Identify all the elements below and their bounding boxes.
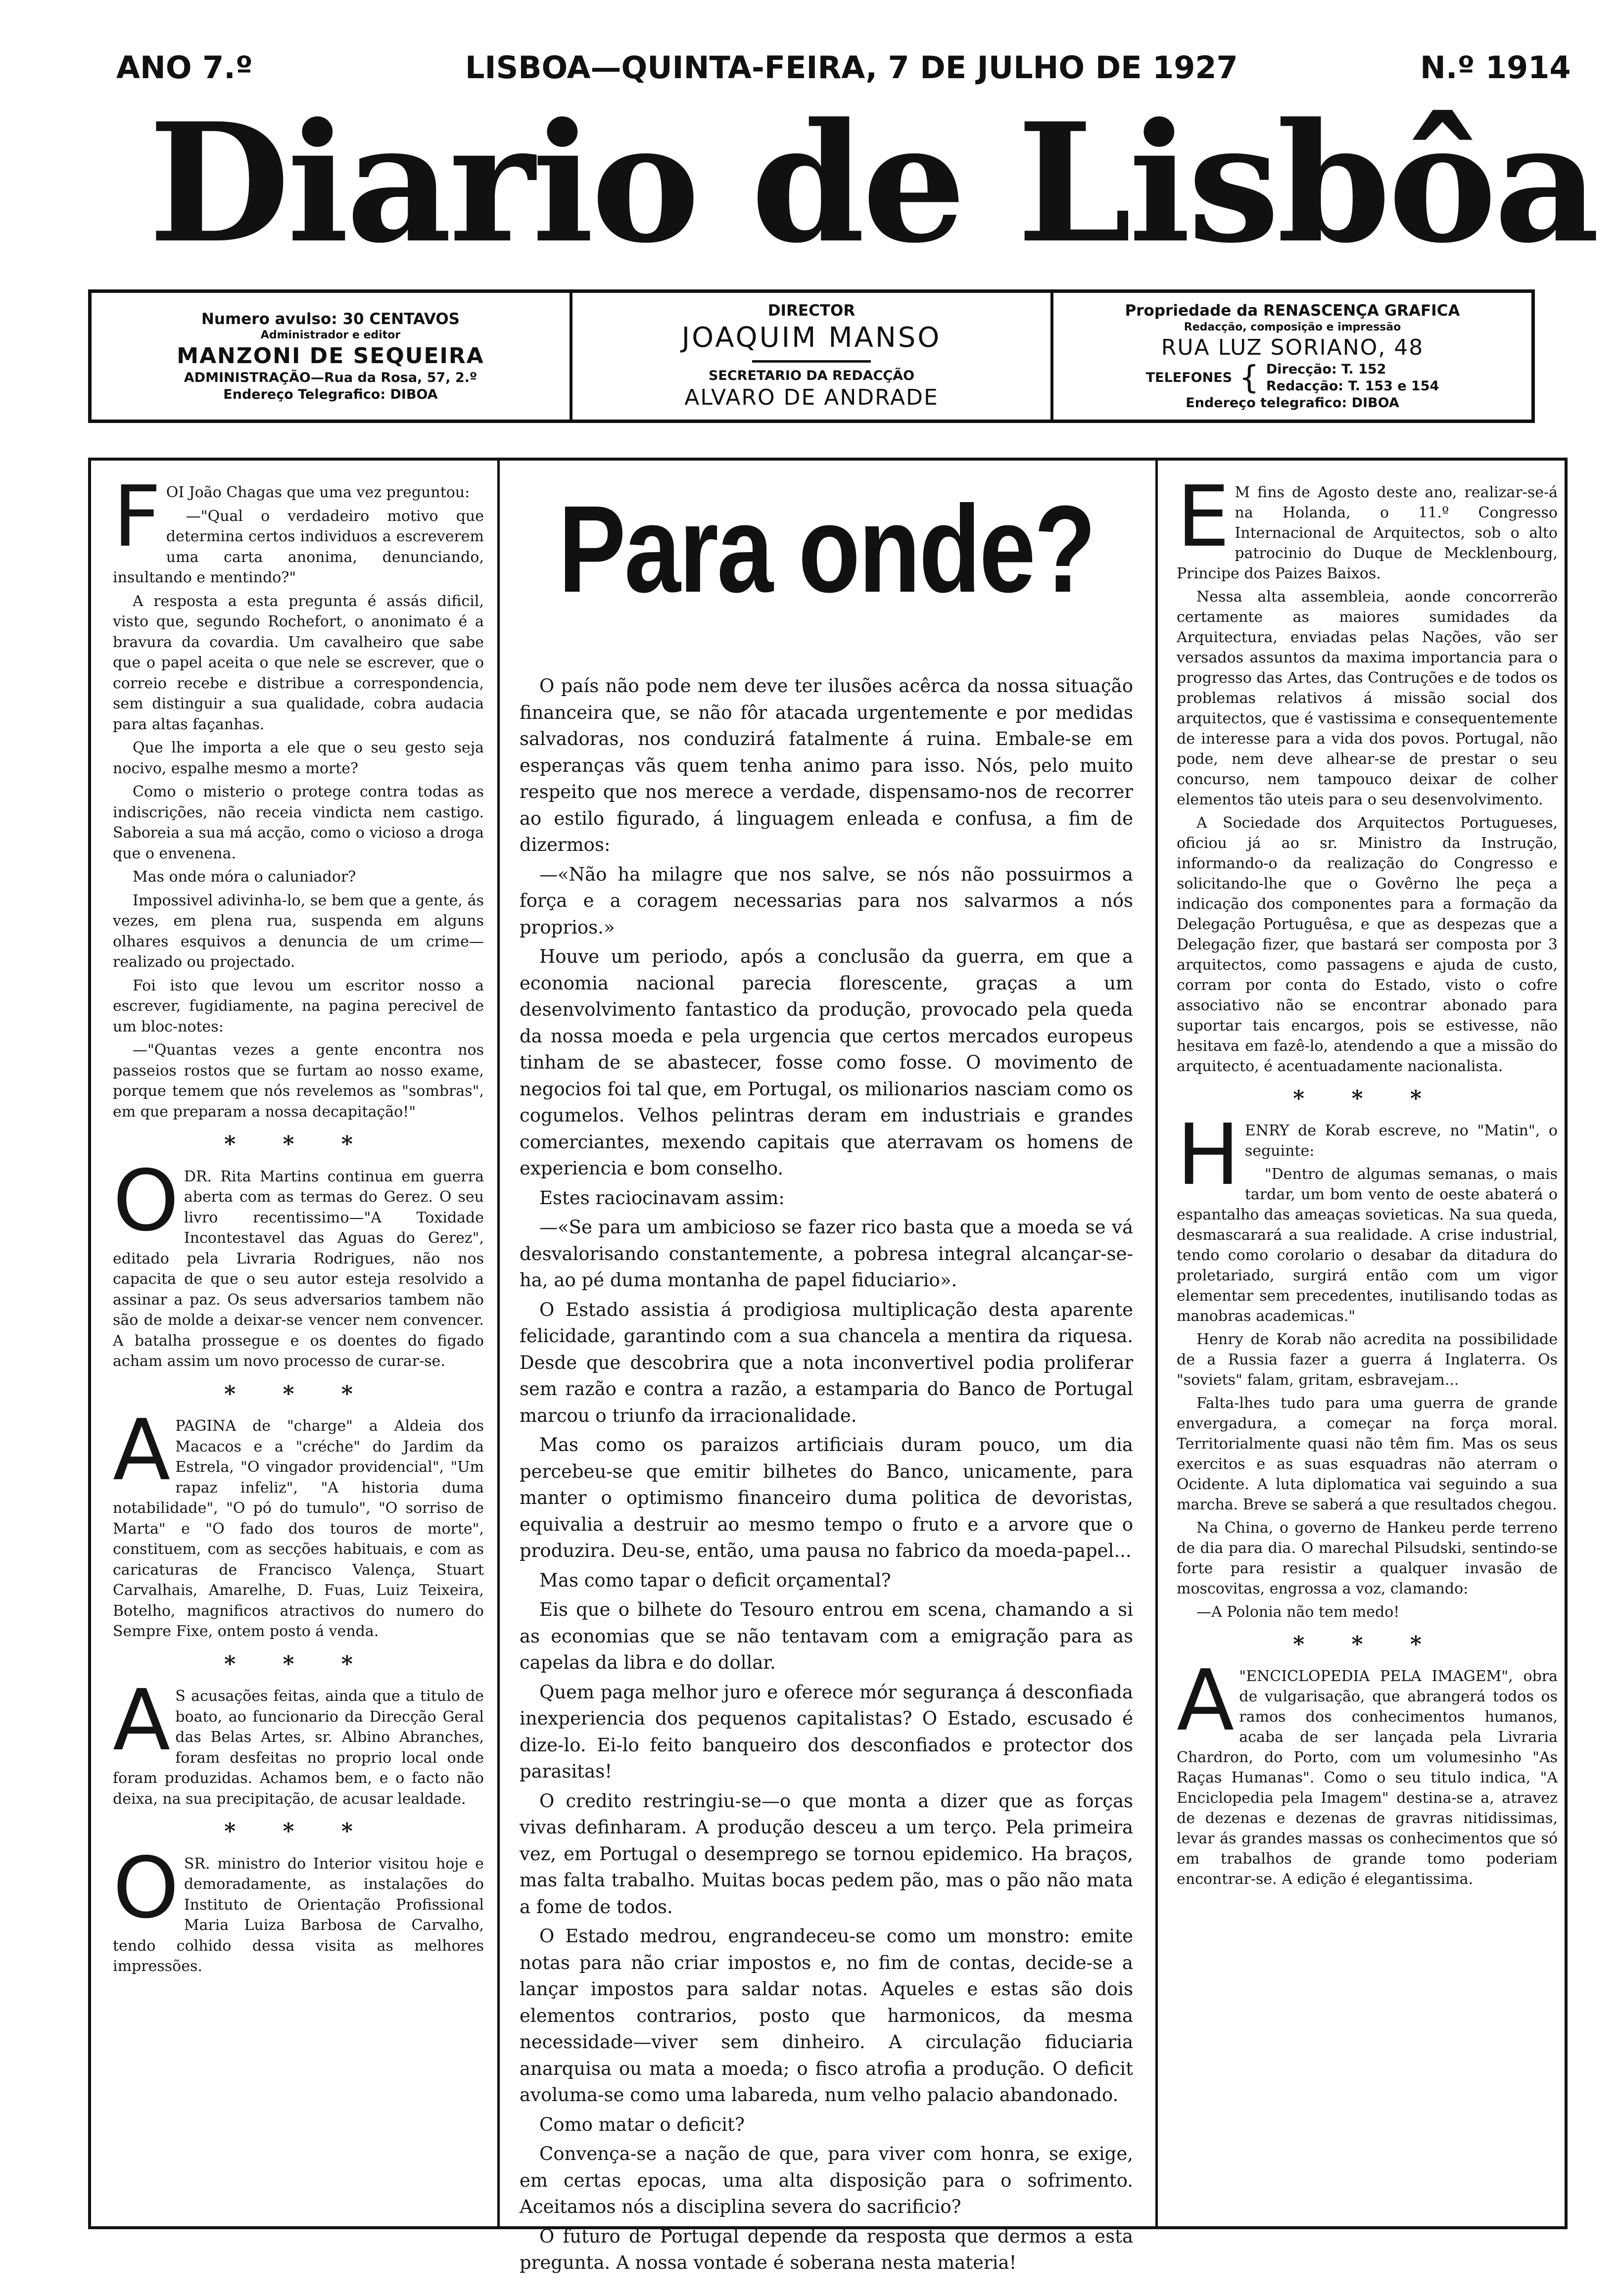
paragraph: Estes raciocinavam assim: bbox=[539, 1187, 785, 1209]
paragraph: —"Qual o verdadeiro motivo que determina certos individuos a escreverem uma carta anonima, denunciando, insultando e mentindo?" bbox=[113, 507, 484, 586]
paragraph: O Estado medrou, engrandeceu-se como um monstro: emite notas para não criar impostos e, no fim de contas, decide-se a lançar impostos para saldar notas. Aqueles e estas são dois elementos contrarios, posto que harmonicos, da mesma necessidade—viver sem dinheiro. A circulação fiduciaria anarquisa ou mata a moeda; o fisco atrofia a produção. O deficit avoluma-se como uma labareda, num velho palacio abandonado. bbox=[520, 1925, 1133, 2106]
director-label: DIRECTOR bbox=[767, 301, 856, 320]
admin-role: Administrador e editor bbox=[260, 329, 401, 342]
paragraph: —"Quantas vezes a gente encontra nos passeios rostos que se furtam ao nosso exame, porque temem que nós revelemos as "sombras", em que preparam a nossa decapitação!" bbox=[113, 1041, 484, 1121]
admin-address: ADMINISTRAÇÃO—Rua da Rosa, 57, 2.º bbox=[184, 370, 477, 385]
section-separator: * * * bbox=[224, 1131, 373, 1157]
section-separator: * * * bbox=[224, 1819, 373, 1844]
phones-label: TELEFONES bbox=[1145, 370, 1233, 385]
paragraph: Que lhe importa a ele que o seu gesto seja nocivo, espalhe mesmo a morte? bbox=[113, 739, 484, 777]
column-rule-left bbox=[497, 458, 500, 2229]
column-rule-right bbox=[1155, 458, 1158, 2229]
main-headline: Para onde? bbox=[558, 480, 1095, 618]
paragraph: EM fins de Agosto deste ano, realizar-se-á na Holanda, o 11.º Congresso Internacional de Arquitectos, sob o alto patrocinio do Duque de Mecklenbourg, Principe dos Paizes Baixos. bbox=[1177, 468, 1558, 582]
paragraph: A Sociedade dos Arquitectos Portugueses, oficiou já ao sr. Ministro da Instrução, informando-o da realização do Congresso e solicitando-lhe que o Govêrno lhe peça a indicação dos componentes para a formação da Delegação Portuguêsa, e que as despezas que a Delegação fizer, que bastará ser composta por 3 arquitectos, como passagens e ajuda de custo, corram por conta do Estado, visto o cofre associativo não se encontrar abonado para suportar tais encargos, pois se estivesse, não hesitava em fazê-lo, atendendo a que a missão do arquitecto, é acentuadamente nacionalista. bbox=[1177, 814, 1558, 1075]
issue-number: N.º 1914 bbox=[1420, 49, 1571, 86]
paragraph: Mas como os paraizos artificiais duram pouco, um dia percebeu-se que emitir bilhetes do Banco, unicamente, para manter o optimismo financeiro duma politica de devoristas, equivalia a destruir ao mesmo tempo o fruto e a arvore que o produzira. Deu-se, então, uma pausa no fabrico da moeda-papel... bbox=[520, 1434, 1133, 1561]
paragraph: —«Se para um ambicioso se fazer rico basta que a moeda se vá desvalorisando constantemente, a pobresa integral alcançar-se-ha, ao pé duma montanha de papel fiduciario». bbox=[520, 1217, 1133, 1291]
section-separator: * * * bbox=[1293, 1632, 1441, 1657]
phones bbox=[1146, 361, 1439, 395]
paragraph: O país não pode nem deve ter ilusões acêrca da nossa situação financeira que, se não fôr atacada urgentemente e por medidas salvadoras, nos conduzirá fatalmente á ruina. Embale-se em esperanças vãs quem tenha animo para isso. Nós, pelo muito respeito que nos merece a verdade, dispensamo-nos de recorrer ao estilo figurado, á linguagem enleada e confusa, a fim de dizermos: bbox=[520, 675, 1133, 855]
paragraph: O Estado assistia á prodigiosa multiplicação desta aparente felicidade, garantindo com a sua chancela a mentira da riquesa. Desde que descobrira que a nota inconvertivel podia proliferar sem razão e contra a razão, a estamparia do Banco de Portugal marcou o triunfo da irracionalidade. bbox=[520, 1299, 1133, 1426]
frame-right-rule bbox=[1565, 458, 1568, 2229]
paragraph: Nessa alta assembleia, aonde concorrerão certamente as maiores sumidades da Arquitectura, enviadas pelas Nações, vão ser versados assuntos da maxima importancia para o progresso das Artes, das Contruções e de todos os problemas relativos á missão social dos arquitectos, que é vastissima e consequentemente de interesse para a vida dos povos. Portugal, não pode, nem deve alhear-se de prestar o seu concurso, nem tampouco deixar de colher elementos tão uteis para o seu desenvolvimento. bbox=[1177, 588, 1558, 808]
paragraph: AS acusações feitas, ainda que a titulo de boato, ao funcionario da Direcção Geral das Belas Artes, sr. Albino Abranches, foram desfeitas no proprio local onde foram produzidas. Achamos bem, e o facto não deixa, na sua precipitação, de acusar lealdade. bbox=[113, 1672, 484, 1808]
masthead-info-box bbox=[88, 289, 1535, 423]
paragraph: ODR. Rita Martins continua em guerra aberta com as termas do Gerez. O seu livro recentissimo—"A Toxidade Incontestavel das Aguas do Gerez", editado pela Livraria Rodrigues, não nos capacita de que o seu autor esteja resolvido a assinar a paz. Os seus adversarios tambem não são de molde a deixar-se vencer nem convencer. A batalha prossegue e os doentes do figado acham assim um novo processo de curar-se. bbox=[113, 1152, 484, 1370]
paragraph: HENRY de Korab escreve, no "Matin", o seguinte: bbox=[1177, 1106, 1558, 1204]
paragraph: Houve um periodo, após a conclusão da guerra, em que a economia nacional parecia florescente, graças a um desenvolvimento fantastico da produção, provocado pela queda da nossa moeda e pela urgencia que certos mercados europeus tinham de se abastecer, fosse como fosse. O movimento de negocios foi tal que, em Portugal, os milionarios nasciam como os cogumelos. Velhos pelintras deram em industriais e grandes comerciantes, mexendo capitais que aterravam os homens de experiencia e bom conselho. bbox=[520, 946, 1133, 1179]
paragraph: Falta-lhes tudo para uma guerra de grande envergadura, a começar na força moral. Territorialmente quasi não têm fim. Mas os seus exercitos e as suas esquadras não aterram o Ocidente. A luta diplomatica vai seguindo a sua marcha. Breve se saberá a que resultados chegou. bbox=[1177, 1395, 1558, 1513]
newspaper-title: Diario de Lisbôa bbox=[148, 87, 1597, 279]
paragraph: —«Não ha milagre que nos salve, se nós não possuirmos a força e a coragem necessarias para nos salvarmos a nós proprios.» bbox=[520, 863, 1133, 938]
property: Propriedade da RENASCENÇA GRAFICA bbox=[1125, 301, 1460, 320]
divider bbox=[752, 360, 871, 363]
info-right bbox=[1050, 293, 1531, 420]
director-name: JOAQUIM MANSO bbox=[681, 321, 942, 354]
paragraph: Quem paga melhor juro e oferece mór segurança á desconfiada inexperiencia dos pequenos capitalistas? O Estado, escusado é dize-lo. Ei-lo feito banqueiro dos desconfiados e protector dos parasitas! bbox=[520, 1681, 1133, 1782]
paragraph: A resposta a esta pregunta é assás dificil, visto que, segundo Rochefort, o anonimato é a bravura da covardia. Um cavalheiro que sabe que o papel aceita o que nele se escrever, que o correio recebe e distribue a correspondencia, sem distinguir a sua qualidade, cobra audacia para altas façanhas. bbox=[113, 592, 484, 733]
paragraph: "Dentro de algumas semanas, o mais tardar, um bom vento de oeste abaterá o espantalho das ameaças sovieticas. Na sua queda, desmascarará a sua realidade. A crise industrial, tendo como corolario o desabar da ditadura do proletariado, surgirá então com um vigor elementar sem precedentes, inutilisando todas as manobras academicas." bbox=[1177, 1166, 1558, 1325]
paragraph: Como matar o deficit? bbox=[539, 2113, 745, 2135]
paragraph: O futuro de Portugal depende da resposta que dermos a esta pregunta. A nossa vontade é soberana nesta materia! bbox=[520, 2225, 1133, 2273]
info-center bbox=[570, 293, 1050, 420]
frame-left-rule bbox=[88, 458, 91, 2229]
frame-top-rule bbox=[88, 458, 1568, 461]
paragraph: Foi isto que levou um escritor nosso a escrever, fugidiamente, na pagina perecivel de um bloc-notes: bbox=[113, 977, 484, 1035]
dateline: LISBOA—QUINTA-FEIRA, 7 DE JULHO DE 1927 bbox=[465, 49, 1238, 86]
section-separator: * * * bbox=[1293, 1086, 1441, 1111]
paragraph: Como o misterio o protege contra todas as indiscrições, não receia vindicta nem castigo. Saboreia a sua má acção, como o vicioso a droga que o envenena. bbox=[113, 783, 484, 862]
section-separator: * * * bbox=[224, 1651, 373, 1677]
paragraph: FOI João Chagas que uma vez preguntou: bbox=[113, 468, 470, 566]
phone-direction: Direcção: T. 152 bbox=[1266, 362, 1386, 377]
paragraph: Mas onde móra o caluniador? bbox=[133, 868, 356, 886]
telegraph-address: Endereço Telegrafico: DIBOA bbox=[223, 386, 438, 402]
paragraph: Eis que o bilhete do Tesouro entrou em scena, chamando a si as economias que se não tentavam com a emigração para as capelas da libra e do dollar. bbox=[520, 1599, 1133, 1673]
price: Numero avulso: 30 CENTAVOS bbox=[201, 310, 460, 328]
paragraph: O credito restringiu-se—o que monta a dizer que as forças vivas definharam. A produção desceu a um terço. Pela primeira vez, em Portugal o desemprego se tornou epidemico. Ha braços, mas falta trabalho. Muitas bocas pedem pão, mas o pão não mata a fome de todos. bbox=[520, 1790, 1133, 1918]
center-column bbox=[520, 673, 1133, 2273]
paragraph: A"ENCICLOPEDIA PELA IMAGEM", obra de vulgarisação, que abrangerá todos os ramos dos conhecimentos humanos, acaba de ser lançada pela Livraria Chardron, do Porto, com um volumesinho "As Raças Humanas". Como o seu titulo indica, "A Enciclopedia pela Imagem" destina-se a, atravez de dezenas e dezenas de gravras nitidissimas, levar ás grandes massas os conhecimentos que só em trabalhos de grande tomo poderiam encontrar-se. A edição é elegantissima. bbox=[1177, 1652, 1558, 1888]
telegraph-address-right: Endereço telegrafico: DIBOA bbox=[1186, 395, 1399, 411]
right-column bbox=[1177, 468, 1558, 2219]
brace: { bbox=[1239, 359, 1259, 396]
secretary-label: SECRETARIO DA REDACÇÃO bbox=[708, 368, 915, 383]
paragraph: OSR. ministro do Interior visitou hoje e demoradamente, as instalações do Instituto de Orientação Profissional Maria Luiza Barbosa de Carvalho, tendo colhido dessa visita as melhores impressões. bbox=[113, 1839, 484, 1975]
phone-redaction: Redacção: T. 153 e 154 bbox=[1266, 378, 1439, 394]
composition: Redacção, composição e impressão bbox=[1184, 321, 1401, 333]
admin-name: MANZONI DE SEQUEIRA bbox=[177, 343, 484, 369]
volume-year: ANO 7.º bbox=[116, 49, 253, 86]
paragraph: Henry de Korab não acredita na possibilidade de a Russia fazer a guerra á Inglaterra. Os "soviets" falam, gritam, esbravejam... bbox=[1177, 1331, 1558, 1389]
left-column bbox=[113, 468, 484, 2219]
paragraph: Na China, o governo de Hankeu perde terreno de dia para dia. O marechal Pilsudski, sentindo-se forte para resistir a qualquer invasão de moscovitas, engrossa a voz, clamando: bbox=[1177, 1519, 1558, 1597]
section-separator: * * * bbox=[224, 1381, 373, 1406]
paragraph: APAGINA de "charge" a Aldeia dos Macacos e a "créche" do Jardim da Estrela, "O vingador providencial", "Um rapaz infeliz", "A historia duma notabilidade", "O pó do tumulo", "O sorriso de Marta" e "O fado dos touros de morte", constituem, com as secções habituais, e com as caricaturas de Francisco Valença, Stuart Carvalhais, Amarelhe, D. Fuas, Luiz Teixeira, Botelho, magnificos atractivos do numero do Sempre Fixe, ontem posto á venda. bbox=[113, 1402, 484, 1640]
info-left bbox=[92, 293, 570, 420]
secretary-name: ALVARO DE ANDRADE bbox=[684, 385, 939, 411]
office-address: RUA LUZ SORIANO, 48 bbox=[1161, 335, 1424, 360]
paragraph: Mas como tapar o deficit orçamental? bbox=[539, 1569, 891, 1591]
paragraph: Convença-se a nação de que, para viver com honra, se exige, em certas epocas, uma alta disposição para o sofrimento. Aceitamos nós a disciplina severa do sacrificio? bbox=[520, 2143, 1133, 2217]
paragraph: —A Polonia não tem medo! bbox=[1196, 1603, 1400, 1621]
paragraph: Impossivel adivinha-lo, se bem que a gente, ás vezes, em plena rua, suspenda em alguns olhares esquivos a denuncia de um crime—realizado ou projectado. bbox=[113, 891, 484, 971]
